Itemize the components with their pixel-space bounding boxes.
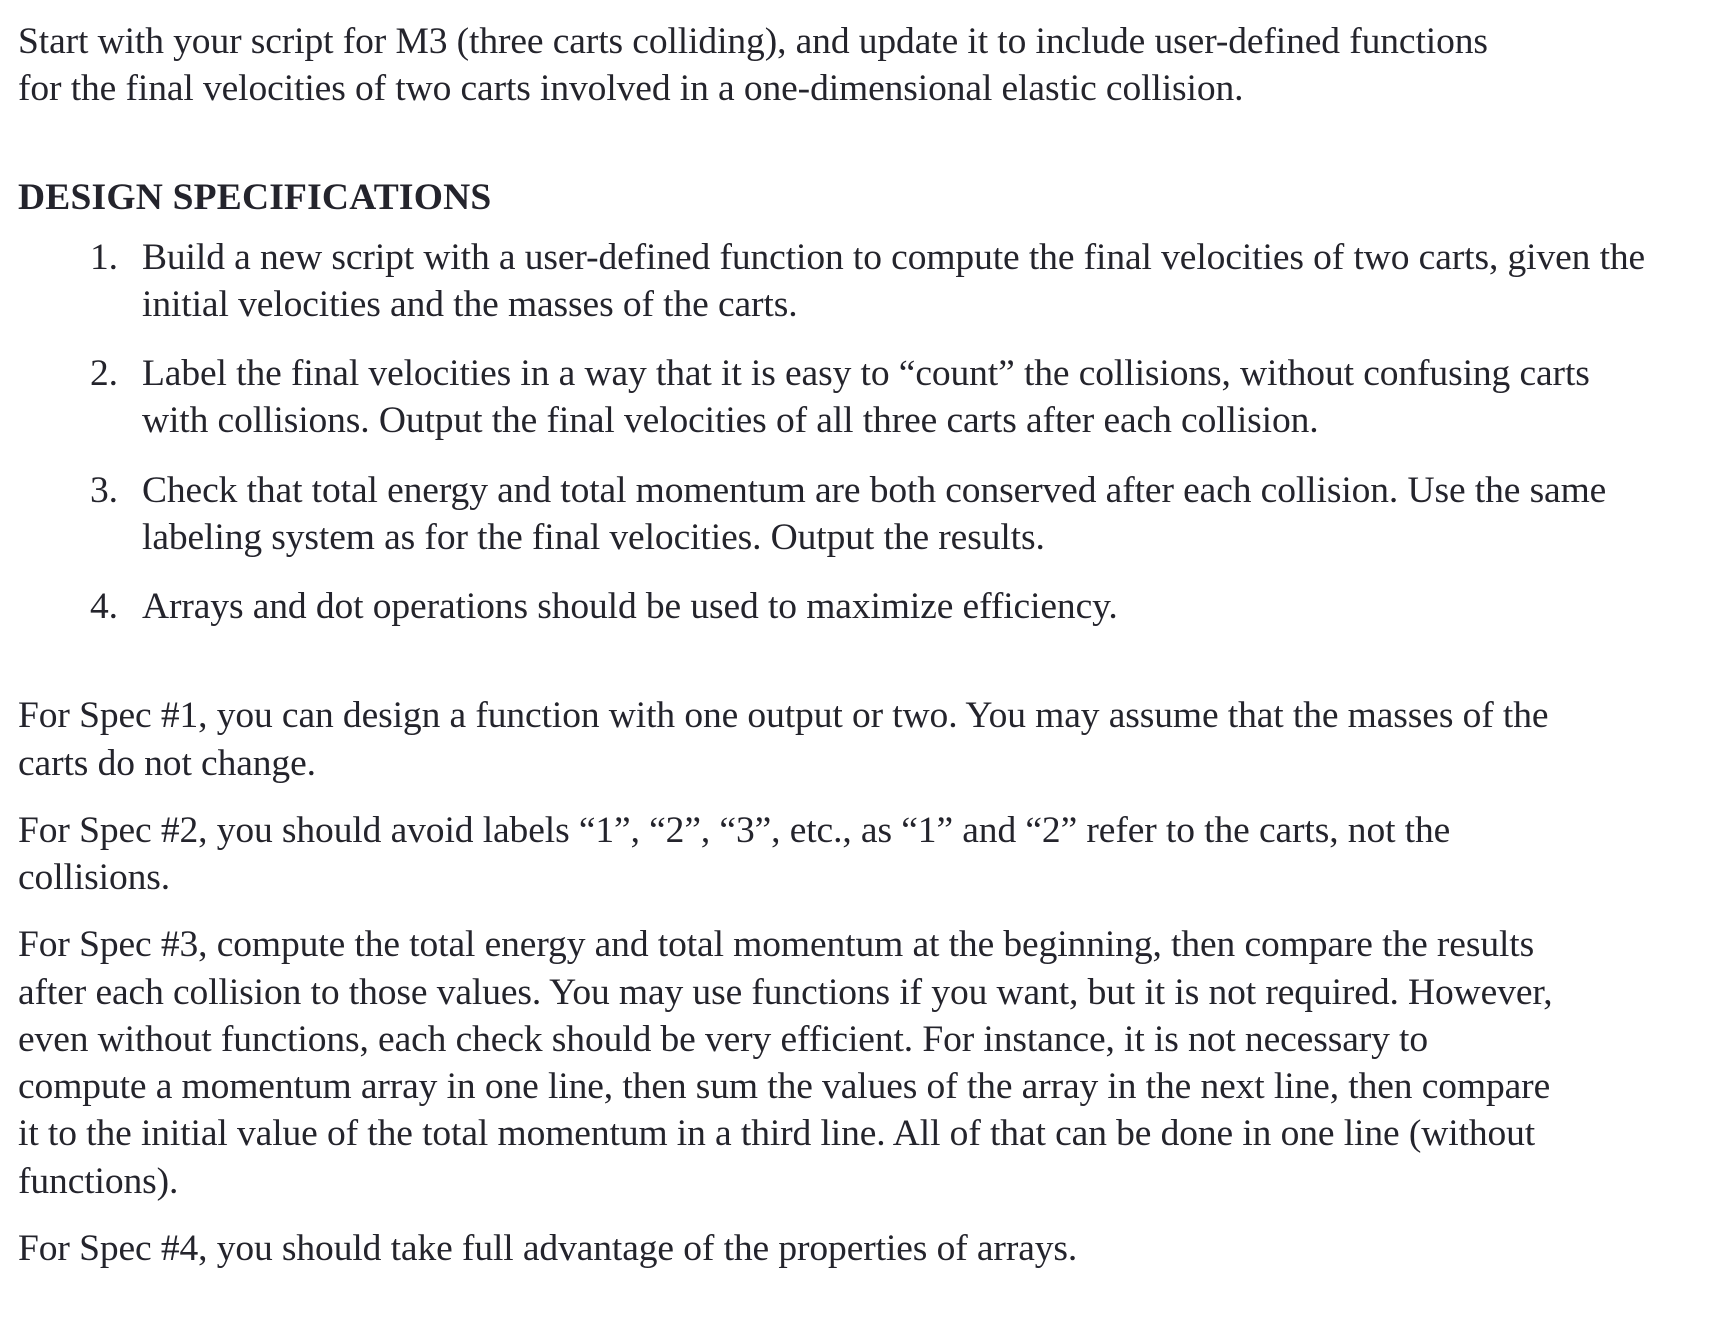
list-item-text: Build a new script with a user-defined function to compute the final velocities of two carts, given the initial velocities and the masses of the carts. [142, 236, 1646, 325]
list-item-text: Check that total energy and total momentum are both conserved after each collision. Use the same labeling system as for the final velocities. Output the results. [142, 469, 1607, 558]
note-paragraph-spec-3: For Spec #3, compute the total energy and total momentum at the beginning, then compare the results after each collision to those values. You may use functions if you want, but it is not required. However, even without functions, each check should be very efficient. For instance, it is not necessary to compute a momentum array in one line, then sum the values of the array in the next line, then compare it to the initial value of the total momentum in a third line. All of that can be done in one line (without functions). [18, 924, 1553, 1202]
section-heading-design-specifications: DESIGN SPECIFICATIONS [18, 176, 492, 218]
note-paragraph-spec-4: For Spec #4, you should take full advantage of the properties of arrays. [18, 1227, 1078, 1269]
spacer [18, 113, 1650, 175]
list-item-number: 2. [90, 353, 118, 394]
list-item-number: 3. [90, 469, 118, 511]
list-item-number: 4. [90, 586, 118, 627]
spacer [18, 630, 1650, 692]
list-item-text: Arrays and dot operations should be used to maximize efficiency. [142, 586, 1118, 627]
list-item-number: 1. [90, 236, 118, 278]
note-paragraph-spec-1: For Spec #1, you can design a function with one output or two. You may assume that the masses of the carts do not change. [18, 695, 1549, 784]
intro-paragraph: Start with your script for M3 (three carts colliding), and update it to include user-defined functions for the final velocities of two carts involved in a one-dimensional elastic collision. [18, 21, 1488, 110]
note-paragraph-spec-2: For Spec #2, you should avoid labels “1”, “2”, “3”, etc., as “1” and “2” refer to the carts, not the collisions. [18, 809, 1451, 898]
list-item [18, 350, 1650, 445]
list-item [18, 583, 1650, 630]
design-specifications-list [18, 234, 1650, 631]
list-item [18, 234, 1650, 329]
list-item [18, 467, 1650, 562]
document-body [18, 18, 1650, 1272]
list-item-text: Label the final velocities in a way that it is easy to “count” the collisions, without confusing carts with collisions. Output the final velocities of all three carts after each collision. [142, 353, 1590, 442]
spec-notes-section [18, 692, 1650, 1272]
